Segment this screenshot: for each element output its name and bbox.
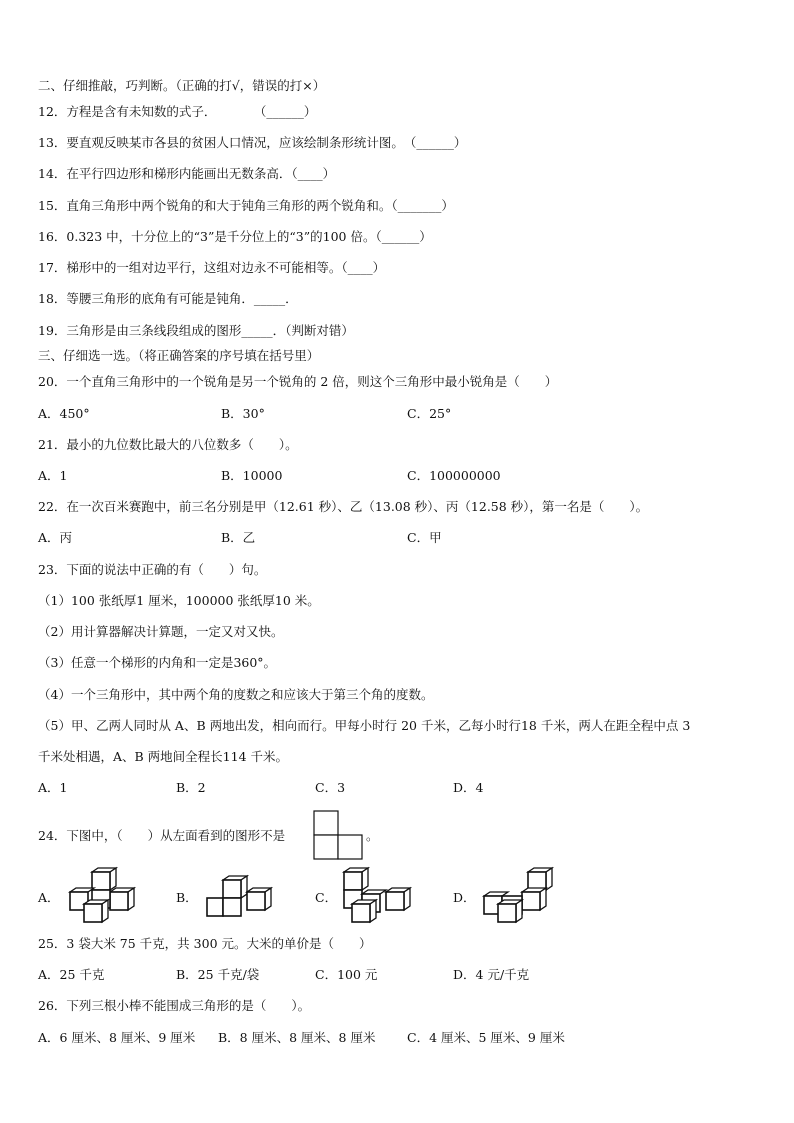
question-25-option-b: B．25 千克/袋 [176, 967, 260, 982]
question-12: 12．方程是含有未知数的式子． （______） [38, 104, 317, 119]
question-21-stem: 21．最小的九位数比最大的八位数多（ ）。 [38, 437, 298, 452]
question-20-option-b: B．30° [221, 406, 265, 421]
question-26-option-c: C．4 厘米、5 厘米、9 厘米 [407, 1030, 565, 1045]
question-23-statement-5b: 千米处相遇，A、B 两地间全程长114 千米。 [38, 749, 289, 764]
question-26-stem: 26．下列三根小棒不能围成三角形的是（ ）。 [38, 998, 311, 1013]
question-23-option-c: C．3 [315, 780, 346, 795]
cube-figure-d [478, 864, 558, 926]
cube [84, 900, 108, 922]
question-24-stem: 24．下图中，（ ）从左面看到的图形不是 [38, 828, 286, 843]
cube-figure-a [64, 866, 142, 926]
question-24-option-d-label: D． [453, 890, 476, 905]
question-22-option-b: B．乙 [221, 530, 256, 545]
question-18: 18．等腰三角形的底角有可能是钝角．_____． [38, 291, 298, 306]
cube [110, 888, 134, 910]
question-20-option-c: C．25° [407, 406, 452, 421]
question-15: 15．直角三角形中两个锐角的和大于钝角三角形的两个锐角和。（_______） [38, 198, 454, 213]
question-25-stem: 25．3 袋大米 75 千克，共 300 元。大米的单价是（ ） [38, 936, 372, 951]
cube [247, 888, 271, 910]
question-23-stem: 23．下面的说法中正确的有（ ）句。 [38, 562, 267, 577]
cube [498, 900, 522, 922]
question-26-option-b: B．8 厘米、8 厘米、8 厘米 [218, 1030, 376, 1045]
question-20-stem: 20．一个直角三角形中的一个锐角是另一个锐角的 2 倍，则这个三角形中最小锐角是（ ） [38, 374, 558, 389]
question-24-stem-end: 。 [366, 828, 379, 843]
question-14: 14．在平行四边形和梯形内能画出无数条高．（____） [38, 166, 336, 181]
question-21-option-b: B．10000 [221, 468, 283, 483]
question-24-option-b-label: B． [176, 890, 198, 905]
cube [223, 876, 247, 898]
question-19: 19．三角形是由三条线段组成的图形_____．（判断对错） [38, 323, 354, 338]
cube [522, 888, 546, 910]
section-3-title: 三、仔细选一选。（将正确答案的序号填在括号里） [38, 348, 320, 363]
question-23-option-a: A．1 [38, 780, 68, 795]
question-25-option-c: C．100 元 [315, 967, 378, 982]
left-view-reference-figure [313, 810, 365, 862]
question-16: 16．0.323 中，十分位上的“3”是千分位上的“3”的100 倍。（______） [38, 229, 432, 244]
question-20-option-a: A．450° [38, 406, 90, 421]
question-23-statement-1: （1）100 张纸厚1 厘米，100000 张纸厚10 米。 [38, 593, 320, 608]
cube [528, 868, 552, 890]
question-21-option-a: A．1 [38, 468, 68, 483]
question-13: 13．要直观反映某市各县的贫困人口情况，应该绘制条形统计图。 （______） [38, 135, 467, 150]
question-26-option-a: A．6 厘米、8 厘米、9 厘米 [38, 1030, 196, 1045]
question-25-option-d: D．4 元/千克 [453, 967, 530, 982]
question-22-stem: 22．在一次百米赛跑中，前三名分别是甲（12.61 秒）、乙（13.08 秒）、丙（12.58 秒），第一名是（ ）。 [38, 499, 649, 514]
cube [92, 868, 116, 890]
cube [352, 900, 376, 922]
cube [344, 868, 368, 890]
cube-figure-c [338, 864, 418, 926]
cube [386, 888, 410, 910]
cube [207, 898, 223, 916]
cube-figure-b [203, 866, 283, 926]
question-24-option-c-label: C． [315, 890, 338, 905]
question-23-statement-2: （2）用计算器解决计算题，一定又对又快。 [38, 624, 284, 639]
question-17: 17．梯形中的一组对边平行，这组对边永不可能相等。（____） [38, 260, 386, 275]
question-23-statement-5a: （5）甲、乙两人同时从 A、B 两地出发，相向而行。甲每小时行 20 千米，乙每小时行18 千米，两人在距全程中点 3 [38, 718, 691, 733]
question-22-option-a: A．丙 [38, 530, 73, 545]
question-23-statement-3: （3）任意一个梯形的内角和一定是360°。 [38, 655, 277, 670]
cube [223, 898, 241, 916]
question-21-option-c: C．100000000 [407, 468, 501, 483]
question-23-statement-4: （4）一个三角形中，其中两个角的度数之和应该大于第三个角的度数。 [38, 687, 434, 702]
question-24-option-a-label: A． [38, 890, 60, 905]
question-25-option-a: A．25 千克 [38, 967, 105, 982]
question-23-option-d: D．4 [453, 780, 484, 795]
question-22-option-c: C．甲 [407, 530, 442, 545]
section-2-title: 二、仔细推敲，巧判断。（正确的打√，错误的打×） [38, 78, 326, 93]
question-23-option-b: B．2 [176, 780, 206, 795]
